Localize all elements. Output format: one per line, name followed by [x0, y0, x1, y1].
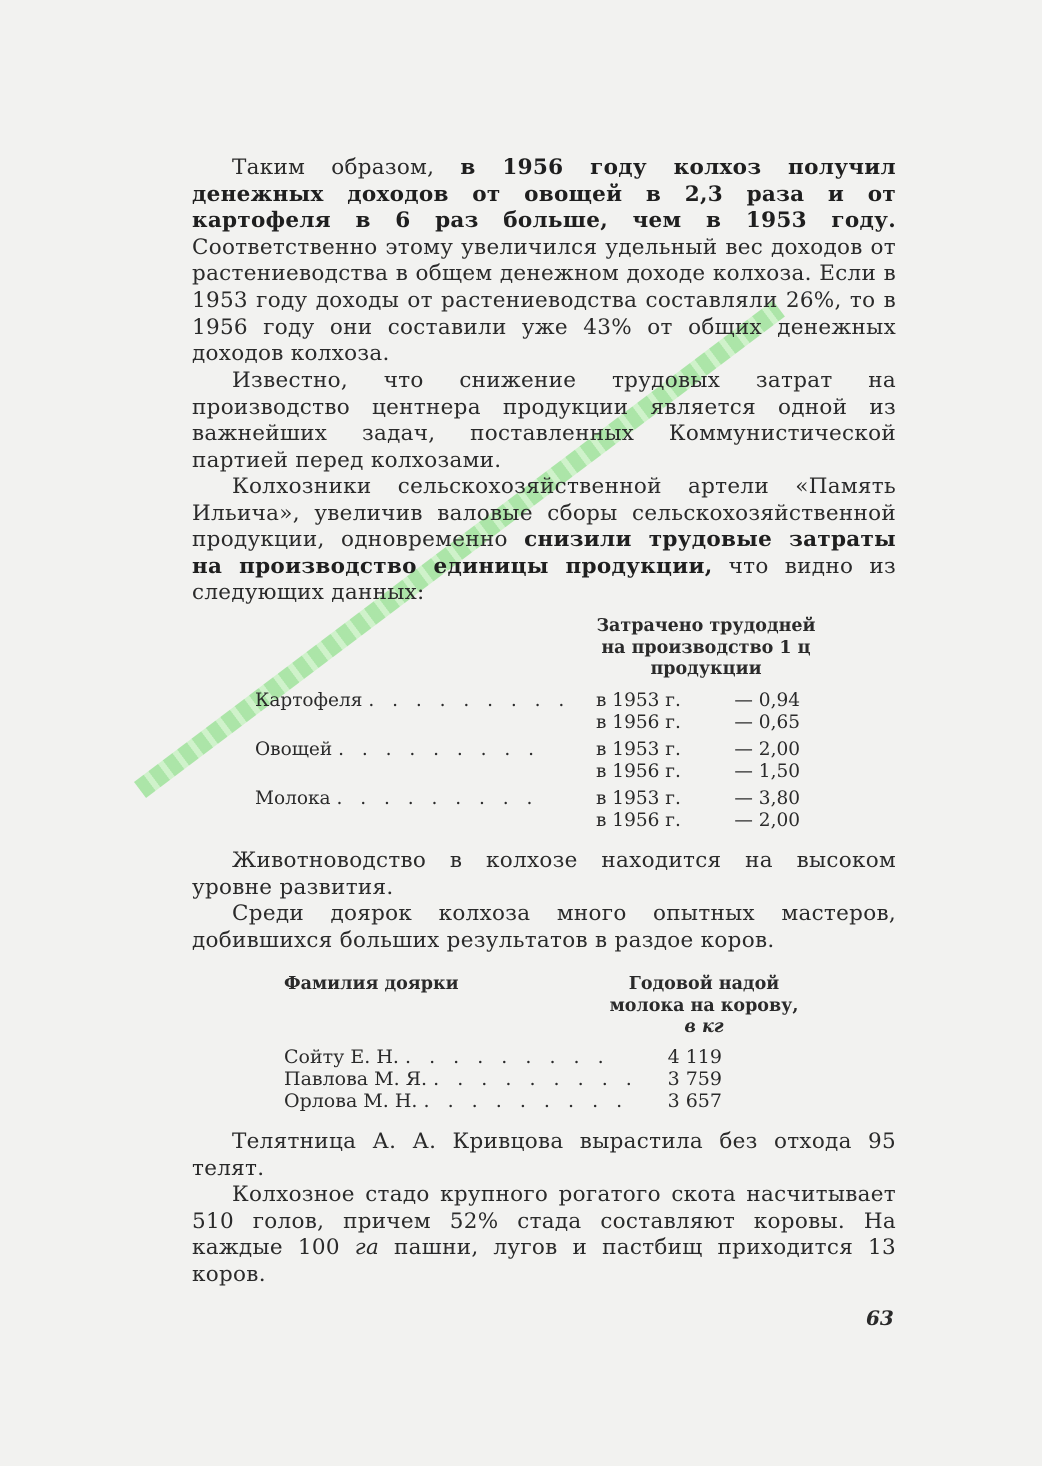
labor-year: в 1953 г.: [596, 739, 681, 760]
page-number: 63: [866, 1306, 894, 1330]
paragraph-herd: [192, 1182, 896, 1288]
labor-row-label: Молока . . . . . . . . .: [255, 788, 539, 809]
labor-year: в 1953 г.: [596, 690, 681, 711]
labor-year: в 1956 г.: [596, 712, 681, 733]
text-span: пашни, лугов и пастбищ приходится 13 коров.: [192, 1235, 896, 1287]
milk-table-header-name: Фамилия доярки: [284, 974, 459, 994]
header-line: продукции: [650, 659, 762, 679]
labor-value: — 0,94: [734, 690, 800, 711]
text-span: что видно из следующих данных:: [192, 553, 896, 606]
header-line: Затрачено трудодней: [596, 616, 816, 636]
labor-year: в 1953 г.: [596, 788, 681, 809]
milk-row-name: Орлова М. Н. . . . . . . . . .: [284, 1090, 629, 1112]
italic-unit: га: [354, 1235, 380, 1261]
text-span: Колхозное стадо крупного рогатого скота насчитывает 510 голов, причем 52% стада составляют коровы. На каждые 100: [192, 1182, 896, 1261]
milk-row-name: Сойту Е. Н. . . . . . . . . .: [284, 1046, 610, 1068]
paragraph-income: [192, 155, 896, 368]
labor-table-header: [578, 616, 834, 681]
milk-row-value: 3 759: [667, 1068, 722, 1090]
text-span: Таким образом,: [232, 155, 461, 180]
text-span: Соответственно этому увеличился удельный вес доходов от растениеводства в общем денежном доходе колхоза. Если в 1953 году доходы от растениеводства составляли 26%, то в 1956 году они составили уже 43% от общих денежных доходов колхоза.: [192, 234, 896, 367]
paragraph-livestock: Животноводство в колхозе находится на высоком уровне развития.: [192, 848, 896, 900]
paragraph-labor-costs: Известно, что снижение трудовых затрат на производство центнера продукции является одной из важнейших задач, поставленных Коммунистической партией перед колхозами.: [192, 368, 896, 473]
text-span: Колхозники сельскохозяйственной артели «Память Ильича», увеличив валовые сборы сельскохозяйственной продукции, одновременно: [192, 474, 896, 553]
bold-text: снизили трудовые затраты на производство единицы продукции,: [192, 527, 896, 579]
labor-year: в 1956 г.: [596, 810, 681, 831]
header-line: в кг: [684, 1017, 724, 1037]
bold-text: в 1956 году колхоз получил денежных доходов от овощей в 2,3 раза и от картофеля в 6 раз больше, чем в 1953 году.: [192, 155, 897, 234]
labor-value: — 3,80: [734, 788, 800, 809]
milk-row-value: 4 119: [667, 1046, 722, 1068]
milk-row-name: Павлова М. Я. . . . . . . . . .: [284, 1068, 638, 1090]
paragraph-calves: Телятница А. А. Кривцова вырастила без отхода 95 телят.: [192, 1129, 896, 1181]
labor-value: — 0,65: [734, 712, 800, 733]
header-line: на производство 1 ц: [601, 637, 811, 658]
milk-table-header-value: [598, 974, 810, 1039]
milk-row-value: 3 657: [667, 1090, 722, 1112]
labor-row-label: Картофеля . . . . . . . . .: [255, 690, 571, 711]
labor-value: — 1,50: [734, 761, 800, 782]
header-line: Годовой надой: [628, 974, 780, 994]
labor-year: в 1956 г.: [596, 761, 681, 782]
labor-value: — 2,00: [734, 739, 800, 760]
labor-value: — 2,00: [734, 810, 800, 831]
header-line: молока на корову,: [609, 995, 799, 1016]
paragraph-artel: [192, 474, 896, 607]
labor-row-label: Овощей . . . . . . . . .: [255, 739, 541, 760]
paragraph-milkmaids: Среди доярок колхоза много опытных мастеров, добившихся больших результатов в раздое коров.: [192, 901, 896, 953]
